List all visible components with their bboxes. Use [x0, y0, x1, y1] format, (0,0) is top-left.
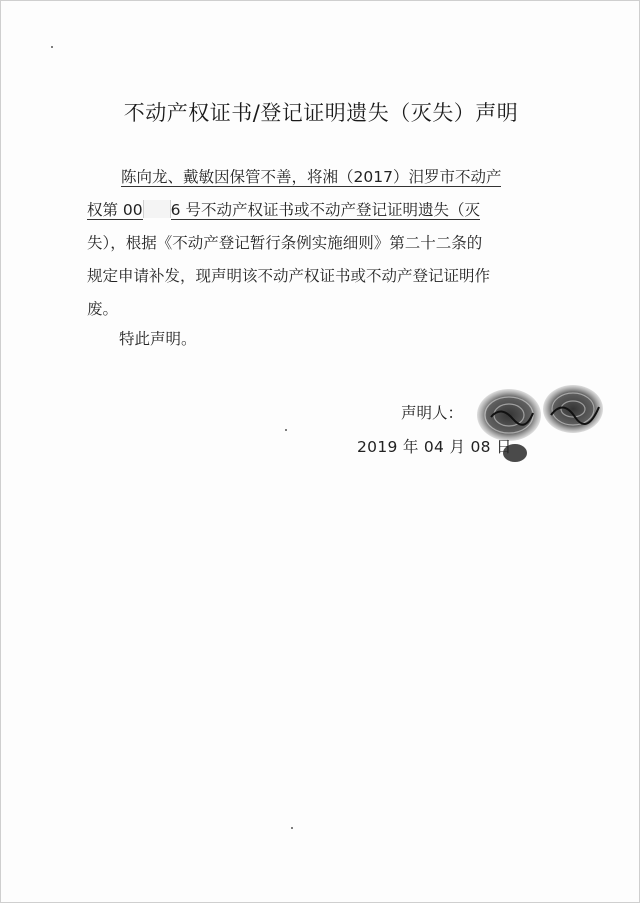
body-line-4: 规定申请补发，现声明该不动产权证书或不动产登记证明作: [87, 267, 491, 285]
body-line-5: 废。: [87, 300, 119, 318]
scan-speck: [51, 46, 53, 48]
body-text-2: 权第 00: [87, 201, 143, 219]
redaction-box: [143, 200, 171, 218]
declaration-body: [87, 161, 537, 326]
scan-speck: [285, 429, 287, 431]
body-text-1: 陈向龙、戴敏因保管不善，将湘（2017）汨罗市不动产: [121, 168, 502, 186]
scan-speck: [291, 827, 293, 829]
body-line-2: [87, 194, 537, 227]
document-title: 不动产权证书/登记证明遗失（灭失）声明: [123, 101, 519, 125]
body-line-1: [87, 161, 537, 194]
body-line-3: 失），根据《不动产登记暂行条例实施细则》第二十二条的: [87, 234, 483, 252]
body-text-3: 6 号不动产权证书或不动产登记证明遗失（灭: [170, 201, 480, 219]
declaration-date: 2019 年 04 月 08 日: [357, 438, 512, 456]
closing-note: 特此声明。: [119, 330, 197, 348]
declarer-label: 声明人：: [401, 404, 464, 422]
